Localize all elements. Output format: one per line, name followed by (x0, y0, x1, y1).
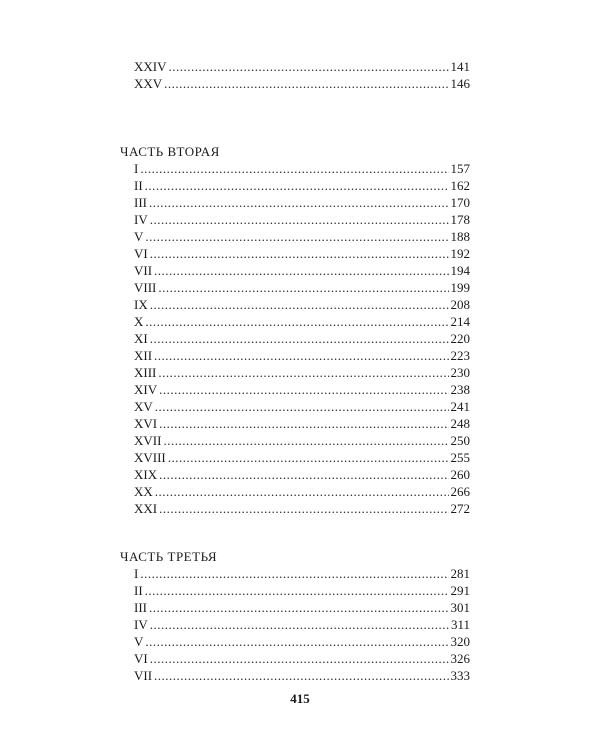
toc-entry (120, 160, 470, 177)
page-number: 199 (450, 280, 470, 295)
leader-dots (158, 279, 448, 296)
page-number: 214 (450, 314, 470, 329)
leader-dots (150, 245, 449, 262)
page-number: 301 (450, 600, 470, 615)
leader-dots (145, 633, 448, 650)
toc-entry (120, 500, 470, 517)
toc-entry (120, 330, 470, 347)
leader-dots (150, 650, 449, 667)
chapter-number: XIV (134, 382, 158, 397)
toc-section-continued (120, 58, 470, 92)
chapter-number: XII (134, 348, 153, 363)
toc-entry (120, 466, 470, 483)
page-number: 291 (450, 583, 470, 598)
chapter-number: III (134, 195, 147, 210)
toc-entry (120, 313, 470, 330)
leader-dots (150, 296, 449, 313)
toc-entry (120, 347, 470, 364)
toc-entry (120, 58, 470, 75)
leader-dots (155, 398, 449, 415)
page-number: 266 (450, 484, 470, 499)
chapter-number: VII (134, 263, 153, 278)
page-number: 326 (450, 651, 470, 666)
chapter-number: I (134, 566, 139, 581)
leader-dots (158, 364, 448, 381)
chapter-number: VI (134, 246, 148, 261)
page-number: 162 (450, 178, 470, 193)
part-title: ЧАСТЬ ВТОРАЯ (120, 144, 220, 159)
leader-dots (140, 160, 448, 177)
toc-entry (120, 262, 470, 279)
leader-dots (140, 565, 448, 582)
page-number: 260 (450, 467, 470, 482)
folio-page-number: 415 (290, 691, 310, 706)
page-number: 333 (450, 668, 470, 683)
chapter-number: IV (134, 617, 148, 632)
page-number: 281 (450, 566, 470, 581)
toc-entry (120, 415, 470, 432)
chapter-number: IV (134, 212, 148, 227)
toc-entry (120, 211, 470, 228)
toc-entry (120, 75, 470, 92)
leader-dots (154, 667, 448, 684)
page-number: 194 (450, 263, 470, 278)
leader-dots (145, 228, 448, 245)
toc-entry (120, 633, 470, 650)
page-number: 223 (450, 348, 470, 363)
chapter-number: XX (134, 484, 153, 499)
toc-entry (120, 616, 470, 633)
leader-dots (145, 582, 449, 599)
toc-entry (120, 582, 470, 599)
leader-dots (154, 262, 448, 279)
page-number: 241 (450, 399, 470, 414)
part-title: ЧАСТЬ ТРЕТЬЯ (120, 549, 218, 564)
toc-entry (120, 398, 470, 415)
chapter-number: XIX (134, 467, 158, 482)
leader-dots (168, 449, 449, 466)
leader-dots (149, 599, 449, 616)
page-number: 208 (450, 297, 470, 312)
chapter-number: XXIV (134, 59, 167, 74)
toc-entry (120, 667, 470, 684)
page-number: 272 (450, 501, 470, 516)
leader-dots (164, 75, 448, 92)
page-number: 250 (450, 433, 470, 448)
page-number: 146 (450, 76, 470, 91)
leader-dots (163, 432, 448, 449)
page-number: 188 (450, 229, 470, 244)
page-number: 238 (450, 382, 470, 397)
chapter-number: XIII (134, 365, 157, 380)
leader-dots (145, 313, 448, 330)
chapter-number: VIII (134, 280, 157, 295)
toc-entry (120, 565, 470, 582)
leader-dots (155, 483, 449, 500)
toc-entry (120, 599, 470, 616)
chapter-number: VI (134, 651, 148, 666)
chapter-number: III (134, 600, 147, 615)
chapter-number: X (134, 314, 144, 329)
toc-entry (120, 449, 470, 466)
page-number: 311 (450, 617, 470, 632)
page-number: 255 (450, 450, 470, 465)
page-number: 157 (450, 161, 470, 176)
leader-dots (159, 466, 448, 483)
toc-entry (120, 228, 470, 245)
chapter-number: XVI (134, 416, 158, 431)
chapter-number: XVII (134, 433, 162, 448)
chapter-number: IX (134, 297, 148, 312)
toc-entry (120, 279, 470, 296)
leader-dots (150, 330, 449, 347)
chapter-number: V (134, 634, 144, 649)
leader-dots (159, 415, 448, 432)
chapter-number: I (134, 161, 139, 176)
leader-dots (150, 211, 449, 228)
toc-entry (120, 381, 470, 398)
toc-entry (120, 245, 470, 262)
leader-dots (159, 500, 448, 517)
toc-entry (120, 650, 470, 667)
page-number: 192 (450, 246, 470, 261)
page-number: 230 (450, 365, 470, 380)
toc-entry (120, 194, 470, 211)
chapter-number: XXI (134, 501, 158, 516)
chapter-number: XI (134, 331, 148, 346)
toc-entry (120, 296, 470, 313)
page-number: 141 (450, 59, 470, 74)
page-number: 178 (450, 212, 470, 227)
chapter-number: VII (134, 668, 153, 683)
toc-entry (120, 483, 470, 500)
chapter-number: V (134, 229, 144, 244)
page-number: 170 (450, 195, 470, 210)
toc-entry (120, 177, 470, 194)
leader-dots (169, 58, 449, 75)
chapter-number: II (134, 178, 143, 193)
chapter-number: XV (134, 399, 153, 414)
toc-section-part-three (120, 548, 470, 684)
toc-entry (120, 364, 470, 381)
leader-dots (159, 381, 448, 398)
chapter-number: XXV (134, 76, 163, 91)
page-number: 220 (450, 331, 470, 346)
leader-dots (154, 347, 448, 364)
leader-dots (149, 194, 449, 211)
toc-section-part-two (120, 143, 470, 517)
chapter-number: II (134, 583, 143, 598)
page-number: 248 (450, 416, 470, 431)
toc-entry (120, 432, 470, 449)
leader-dots (150, 616, 449, 633)
leader-dots (145, 177, 449, 194)
page-number: 320 (450, 634, 470, 649)
chapter-number: XVIII (134, 450, 166, 465)
